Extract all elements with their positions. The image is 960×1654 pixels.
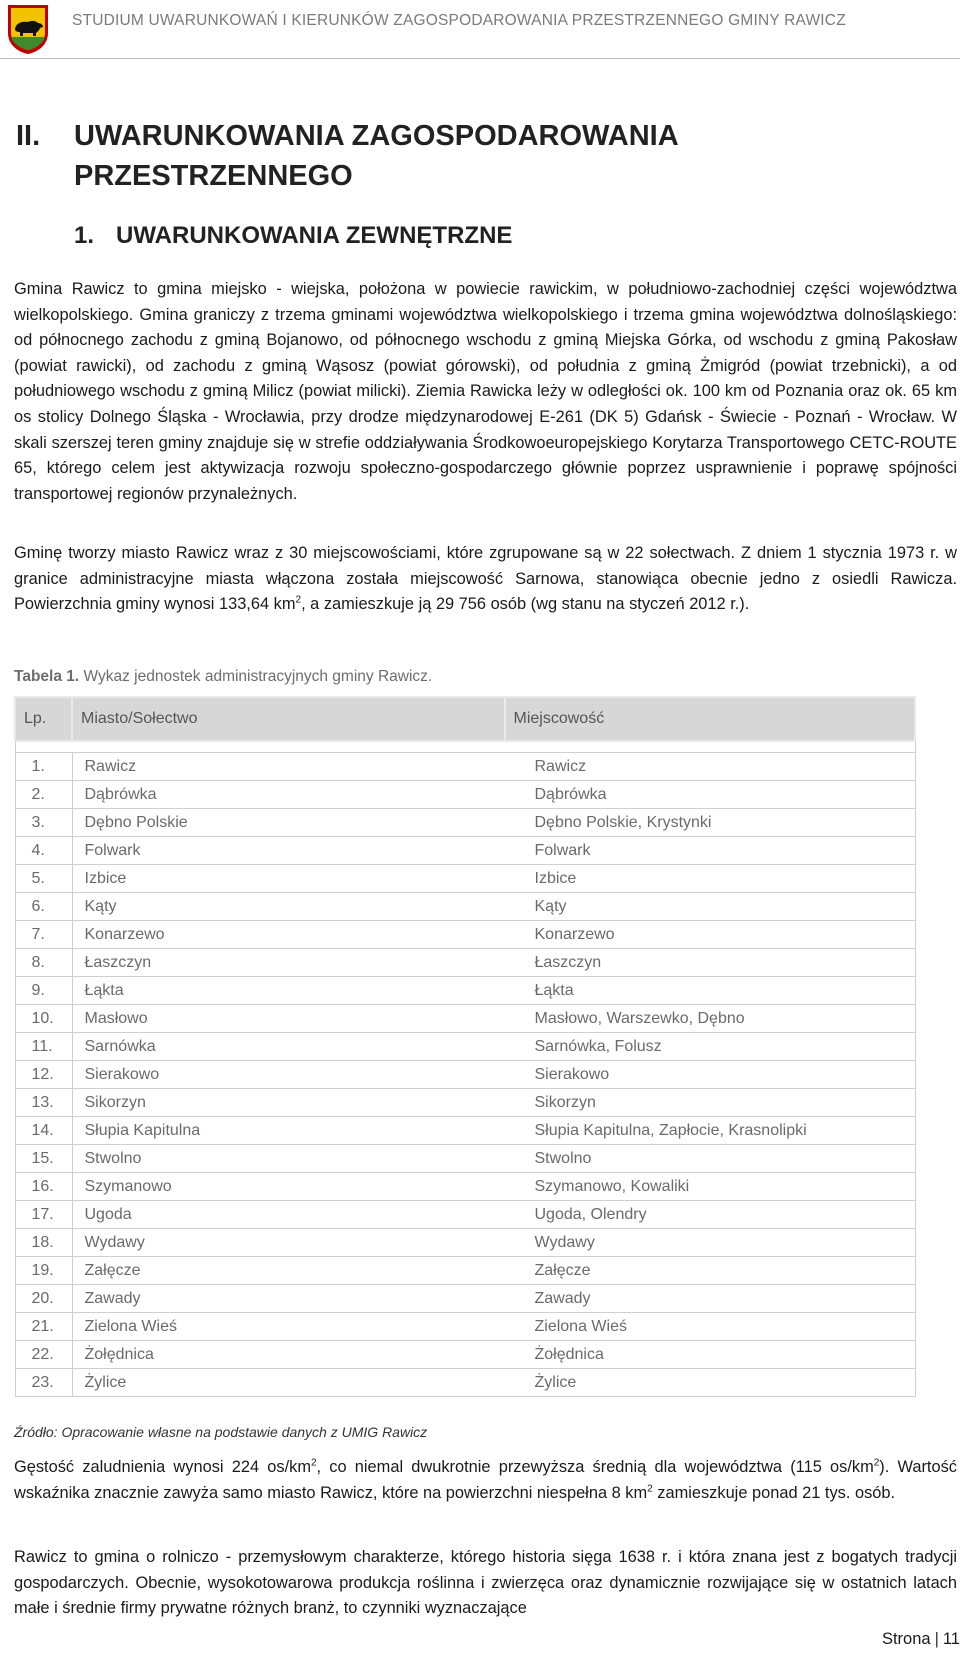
row-lp: 20.: [15, 1285, 72, 1313]
row-lp: 6.: [15, 893, 72, 921]
chapter-heading: [16, 116, 679, 196]
table-row: [15, 893, 915, 921]
table-row: [15, 753, 915, 781]
row-miejscowosc: Folwark: [505, 837, 916, 865]
table-row: [15, 1369, 915, 1397]
row-lp: 4.: [15, 837, 72, 865]
row-miejscowosc: Łąkta: [505, 977, 916, 1005]
row-miejscowosc: Słupia Kapitulna, Zapłocie, Krasnolipki: [505, 1117, 916, 1145]
row-miejscowosc: Stwolno: [505, 1145, 916, 1173]
coat-of-arms-icon: [6, 3, 50, 55]
row-miasto: Sarnówka: [72, 1033, 505, 1061]
table-row: [15, 1285, 915, 1313]
table-row: [15, 1313, 915, 1341]
chapter-number: II.: [16, 120, 41, 152]
document-title: STUDIUM UWARUNKOWAŃ I KIERUNKÓW ZAGOSPODAROWANIA PRZESTRZENNEGO GMINY RAWICZ: [72, 12, 846, 29]
row-lp: 10.: [15, 1005, 72, 1033]
row-miasto: Łąkta: [72, 977, 505, 1005]
row-miasto: Szymanowo: [72, 1173, 505, 1201]
table-row: [15, 837, 915, 865]
table-source-note: Źródło: Opracowanie własne na podstawie danych z UMIG Rawicz: [14, 1424, 428, 1440]
row-miejscowosc: Żylice: [505, 1369, 916, 1397]
row-miejscowosc: Kąty: [505, 893, 916, 921]
page-footer: [882, 1630, 960, 1649]
row-miasto: Rawicz: [72, 753, 505, 781]
administrative-units-table: [14, 696, 916, 1397]
page-separator: |: [934, 1630, 939, 1648]
table-row: [15, 1005, 915, 1033]
row-lp: 3.: [15, 809, 72, 837]
paragraph-structure: Gminę tworzy miasto Rawicz wraz z 30 miejscowościami, które zgrupowane są w 22 sołectwach. Z dniem 1 stycznia 1973 r. w granice administracyjne miasta włączona została miejscowość Sarnowa, stanowiąca obecnie jedno z osiedli Rawicza. Powierzchnia gminy wynosi 133,64 $km^2$, a zamieszkuje ją 29 756 osób (wg stanu na styczeń 2012 r.).: [14, 544, 957, 614]
row-lp: 11.: [15, 1033, 72, 1061]
chapter-title-line2: PRZESTRZENNEGO: [74, 160, 353, 192]
table-row: [15, 865, 915, 893]
row-miejscowosc: Ugoda, Olendry: [505, 1201, 916, 1229]
row-lp: 5.: [15, 865, 72, 893]
table-row: [15, 1257, 915, 1285]
row-lp: 15.: [15, 1145, 72, 1173]
row-miasto: Zawady: [72, 1285, 505, 1313]
row-lp: 21.: [15, 1313, 72, 1341]
row-lp: 16.: [15, 1173, 72, 1201]
chapter-title-line1: UWARUNKOWANIA ZAGOSPODAROWANIA: [74, 120, 679, 152]
paragraph-economy: Rawicz to gmina o rolniczo - przemysłowym charakterze, którego historia sięga 1638 r. i która znana jest z bogatych tradycji gospodarczych. Obecnie, wysokotowarowa produkcja roślinna i zwierzęca oraz dynamicznie rozwijające się w ostatnich latach małe i średnie firmy prywatne różnych branż, to czynniki wyznaczające: [14, 1548, 957, 1618]
table-row: [15, 1061, 915, 1089]
row-miejscowosc: Szymanowo, Kowaliki: [505, 1173, 916, 1201]
table-row: [15, 977, 915, 1005]
row-lp: 9.: [15, 977, 72, 1005]
row-miasto: Folwark: [72, 837, 505, 865]
table-caption-label: Tabela 1.: [14, 668, 80, 685]
table-caption-text: Wykaz jednostek administracyjnych gminy Rawicz.: [79, 668, 433, 685]
row-lp: 12.: [15, 1061, 72, 1089]
row-miasto: Żołędnica: [72, 1341, 505, 1369]
row-miejscowosc: Zawady: [505, 1285, 916, 1313]
row-miejscowosc: Izbice: [505, 865, 916, 893]
row-miejscowosc: Łaszczyn: [505, 949, 916, 977]
column-header-miasto: Miasto/Sołectwo: [72, 697, 505, 741]
row-miejscowosc: Załęcze: [505, 1257, 916, 1285]
section-title: UWARUNKOWANIA ZEWNĘTRZNE: [116, 222, 513, 249]
table-row: [15, 949, 915, 977]
row-miejscowosc: Masłowo, Warszewko, Dębno: [505, 1005, 916, 1033]
row-lp: 18.: [15, 1229, 72, 1257]
row-miasto: Dębno Polskie: [72, 809, 505, 837]
row-miasto: Załęcze: [72, 1257, 505, 1285]
row-lp: 1.: [15, 753, 72, 781]
row-lp: 22.: [15, 1341, 72, 1369]
row-miejscowosc: Zielona Wieś: [505, 1313, 916, 1341]
row-miejscowosc: Konarzewo: [505, 921, 916, 949]
table-row: [15, 1145, 915, 1173]
row-miasto: Stwolno: [72, 1145, 505, 1173]
row-miasto: Sikorzyn: [72, 1089, 505, 1117]
page-number: 11: [942, 1630, 960, 1648]
table-row: [15, 1341, 915, 1369]
table-caption: [14, 668, 432, 686]
table-row: [15, 1089, 915, 1117]
column-header-miejscowosc: Miejscowość: [505, 697, 916, 741]
table-row: [15, 1033, 915, 1061]
row-miasto: Dąbrówka: [72, 781, 505, 809]
row-lp: 14.: [15, 1117, 72, 1145]
row-miejscowosc: Dąbrówka: [505, 781, 916, 809]
table-row: [15, 1173, 915, 1201]
table-row: [15, 1201, 915, 1229]
row-miejscowosc: Rawicz: [505, 753, 916, 781]
row-miasto: Izbice: [72, 865, 505, 893]
row-lp: 17.: [15, 1201, 72, 1229]
row-miasto: Sierakowo: [72, 1061, 505, 1089]
page-header: [0, 0, 960, 60]
row-miasto: Wydawy: [72, 1229, 505, 1257]
row-miasto: Łaszczyn: [72, 949, 505, 977]
header-divider: [0, 58, 960, 59]
column-header-lp: Lp.: [15, 697, 72, 741]
table-row: [15, 1117, 915, 1145]
table-row: [15, 809, 915, 837]
table-row: [15, 921, 915, 949]
table-row: [15, 781, 915, 809]
row-lp: 23.: [15, 1369, 72, 1397]
row-miejscowosc: Sarnówka, Folusz: [505, 1033, 916, 1061]
table-header-row: [15, 697, 915, 741]
row-miasto: Masłowo: [72, 1005, 505, 1033]
row-lp: 2.: [15, 781, 72, 809]
row-miasto: Ugoda: [72, 1201, 505, 1229]
paragraph-location: Gmina Rawicz to gmina miejsko - wiejska, położona w powiecie rawickim, w południowo-zachodniej części województwa wielkopolskiego. Gmina graniczy z trzema gminami województwa wielkopolskiego i trzema gmina województwa dolnośląskiego: od północnego zachodu z gminą Bojanowo, od północnego wschodu z gminą Miejska Górka, od wschodu z gminą Pakosław (powiat rawicki), od zachodu z gminą Wąsosz (powiat górowski), od południa z gminą Żmigród (powiat trzebnicki), a od południowego wschodu z gminą Milicz (powiat milicki). Ziemia Rawicka leży w odległości ok. 100 km od Poznania oraz ok. 65 km os stolicy Dolnego Śląska - Wrocławia, przy drodze międzynarodowej E-261 (DK 5) Gdańsk - Świecie - Poznań - Wrocław. W skali szerszej teren gminy znajduje się w strefie oddziaływania Środkowoeuropejskiego Korytarza Transportowego CETC-ROUTE 65, którego celem jest aktywizacja rozwoju społeczno-gospodarczego głównie poprzez usprawnienie i poprawę spójności transportowej regionów przynależnych.: [14, 280, 957, 503]
row-miasto: Żylice: [72, 1369, 505, 1397]
section-number: 1.: [74, 222, 95, 249]
row-lp: 7.: [15, 921, 72, 949]
row-lp: 8.: [15, 949, 72, 977]
row-lp: 13.: [15, 1089, 72, 1117]
row-miasto: Konarzewo: [72, 921, 505, 949]
row-miasto: Słupia Kapitulna: [72, 1117, 505, 1145]
table-spacer-row: [15, 741, 915, 753]
row-lp: 19.: [15, 1257, 72, 1285]
row-miasto: Kąty: [72, 893, 505, 921]
paragraph-density: Gęstość zaludnienia wynosi 224 $os/km^2$, co niemal dwukrotnie przewyższa średnią dla województwa (115 $os/km^2$). Wartość wskaźnika znacznie zawyża samo miasto Rawicz, które na powierzchni niespełna 8 $km^2$ zamieszkuje ponad 21 tys. osób.: [14, 1457, 957, 1502]
row-miejscowosc: Sikorzyn: [505, 1089, 916, 1117]
row-miejscowosc: Żołędnica: [505, 1341, 916, 1369]
page-label: Strona: [881, 1630, 931, 1648]
section-heading: [74, 222, 512, 250]
row-miejscowosc: Sierakowo: [505, 1061, 916, 1089]
row-miasto: Zielona Wieś: [72, 1313, 505, 1341]
row-miejscowosc: Wydawy: [505, 1229, 916, 1257]
row-miejscowosc: Dębno Polskie, Krystynki: [505, 809, 916, 837]
table-row: [15, 1229, 915, 1257]
